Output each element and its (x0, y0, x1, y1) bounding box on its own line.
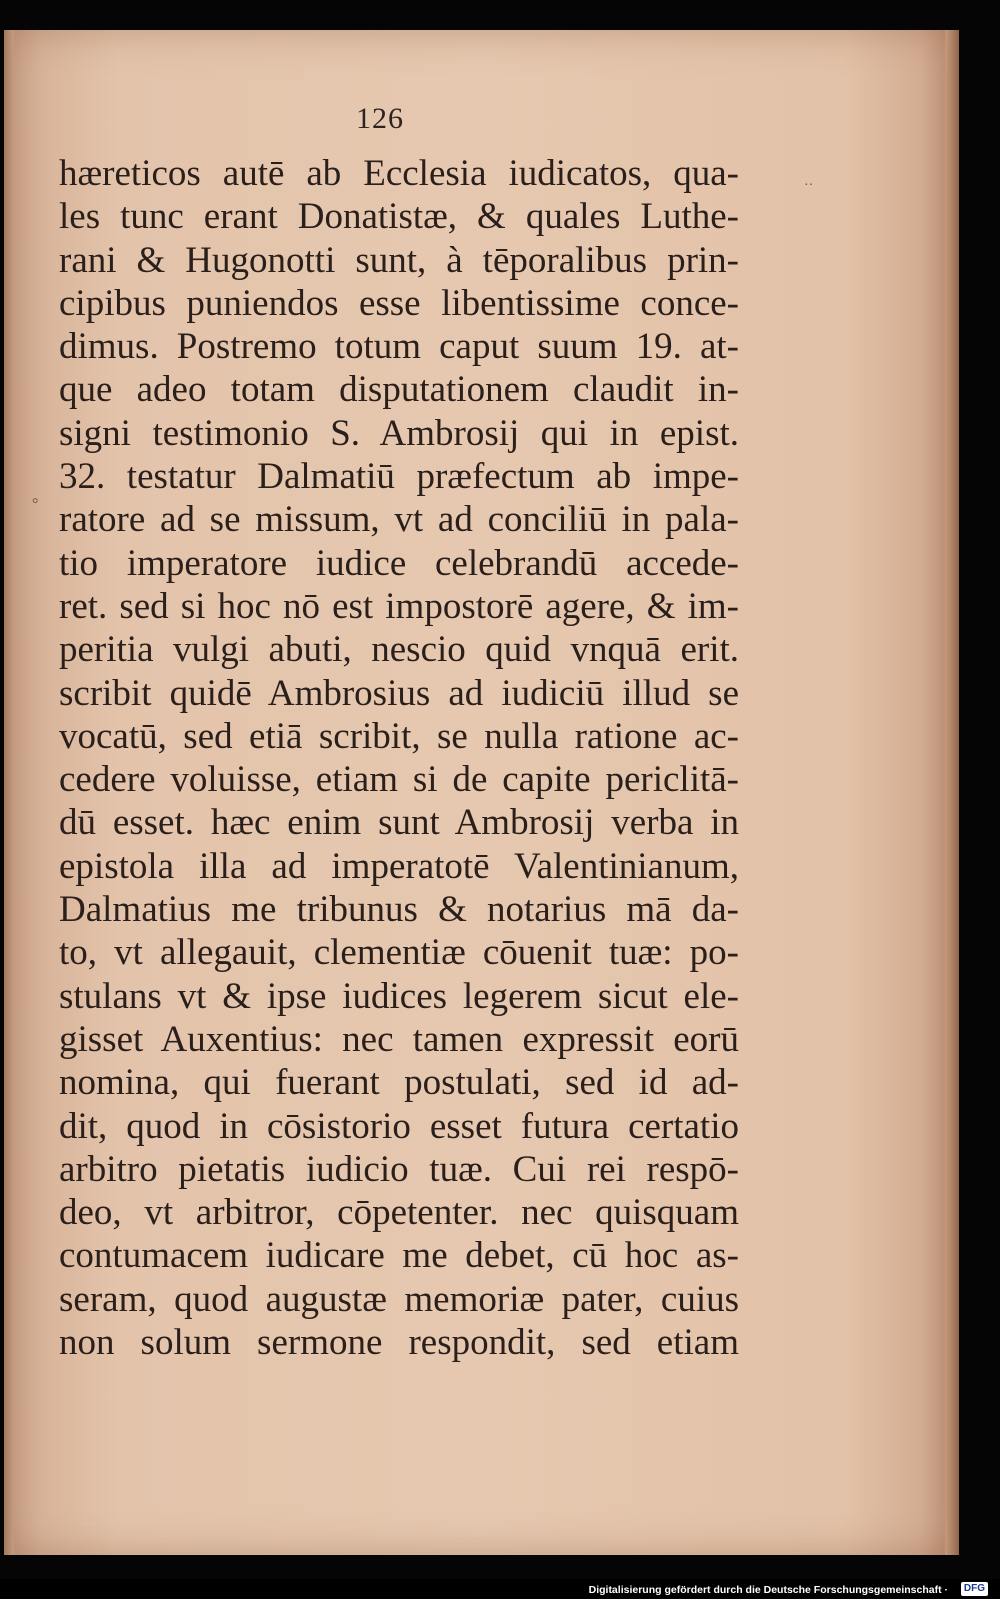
text-line: non solum sermone respondit, sed etiam (59, 1322, 739, 1364)
page-gutter-shadow (4, 30, 14, 1555)
page-number: 126 (356, 102, 404, 135)
margin-mark-right: ·· (804, 178, 814, 193)
book-page (4, 30, 959, 1555)
text-line: seram, quod augustæ memoriæ pater, cuius (59, 1278, 739, 1320)
page-fore-edge (945, 30, 959, 1555)
text-line: gisset Auxentius: nec tamen expressit eorū (59, 1018, 739, 1060)
text-line: 32. testatur Dalmatiū præfectum ab impe- (59, 456, 739, 498)
text-line: tio imperatore iudice celebrandū accede- (59, 542, 739, 584)
text-line: signi testimonio S. Ambrosij qui in epist. (59, 412, 739, 454)
body-text (59, 152, 739, 1364)
text-line: cipibus puniendos esse libentissime conce- (59, 282, 739, 324)
text-line: vocatū, sed etiā scribit, se nulla ratione ac- (59, 715, 739, 757)
text-line: dimus. Postremo totum caput suum 19. at- (59, 326, 739, 368)
text-line: stulans vt & ipse iudices legerem sicut ele- (59, 975, 739, 1017)
text-line: les tunc erant Donatistæ, & quales Luthe- (59, 196, 739, 238)
text-line: dū esset. hæc enim sunt Ambrosij verba in (59, 802, 739, 844)
text-line: ratore ad se missum, vt ad conciliū in pala- (59, 499, 739, 541)
digitization-credit: Digitalisierung gefördert durch die Deutsche Forschungsgemeinschaft · (588, 1584, 948, 1596)
text-line: que adeo totam disputationem claudit in- (59, 369, 739, 411)
text-line: arbitro pietatis iudicio tuæ. Cui rei respō- (59, 1148, 739, 1190)
text-line: hæreticos autē ab Ecclesia iudicatos, qua- (59, 153, 739, 194)
text-line: rani & Hugonotti sunt, à tēporalibus prin- (59, 239, 739, 281)
text-line: cedere voluisse, etiam si de capite periclitā- (59, 759, 739, 801)
text-line: nomina, qui fuerant postulati, sed id ad- (59, 1062, 739, 1104)
text-line: epistola illa ad imperatotē Valentinianum, (59, 845, 739, 887)
text-line: ret. sed si hoc nō est impostorē agere, & im- (59, 585, 739, 627)
text-line: scribit quidē Ambrosius ad iudiciū illud se (59, 672, 739, 714)
text-line: dit, quod in cōsistorio esset futura certatio (59, 1105, 739, 1147)
text-line: Dalmatius me tribunus & notarius mā da- (59, 889, 739, 931)
text-line: peritia vulgi abuti, nescio quid vnquā erit. (59, 629, 739, 671)
text-line: to, vt allegauit, clementiæ cōuenit tuæ: po- (59, 932, 739, 974)
margin-mark-left: ° (32, 496, 39, 513)
dfg-logo: DFG (961, 1582, 988, 1596)
text-line: deo, vt arbitror, cōpetenter. nec quisquam (59, 1192, 739, 1234)
text-line: contumacem iudicare me debet, cū hoc as- (59, 1235, 739, 1277)
footer-bar (0, 1579, 1000, 1599)
